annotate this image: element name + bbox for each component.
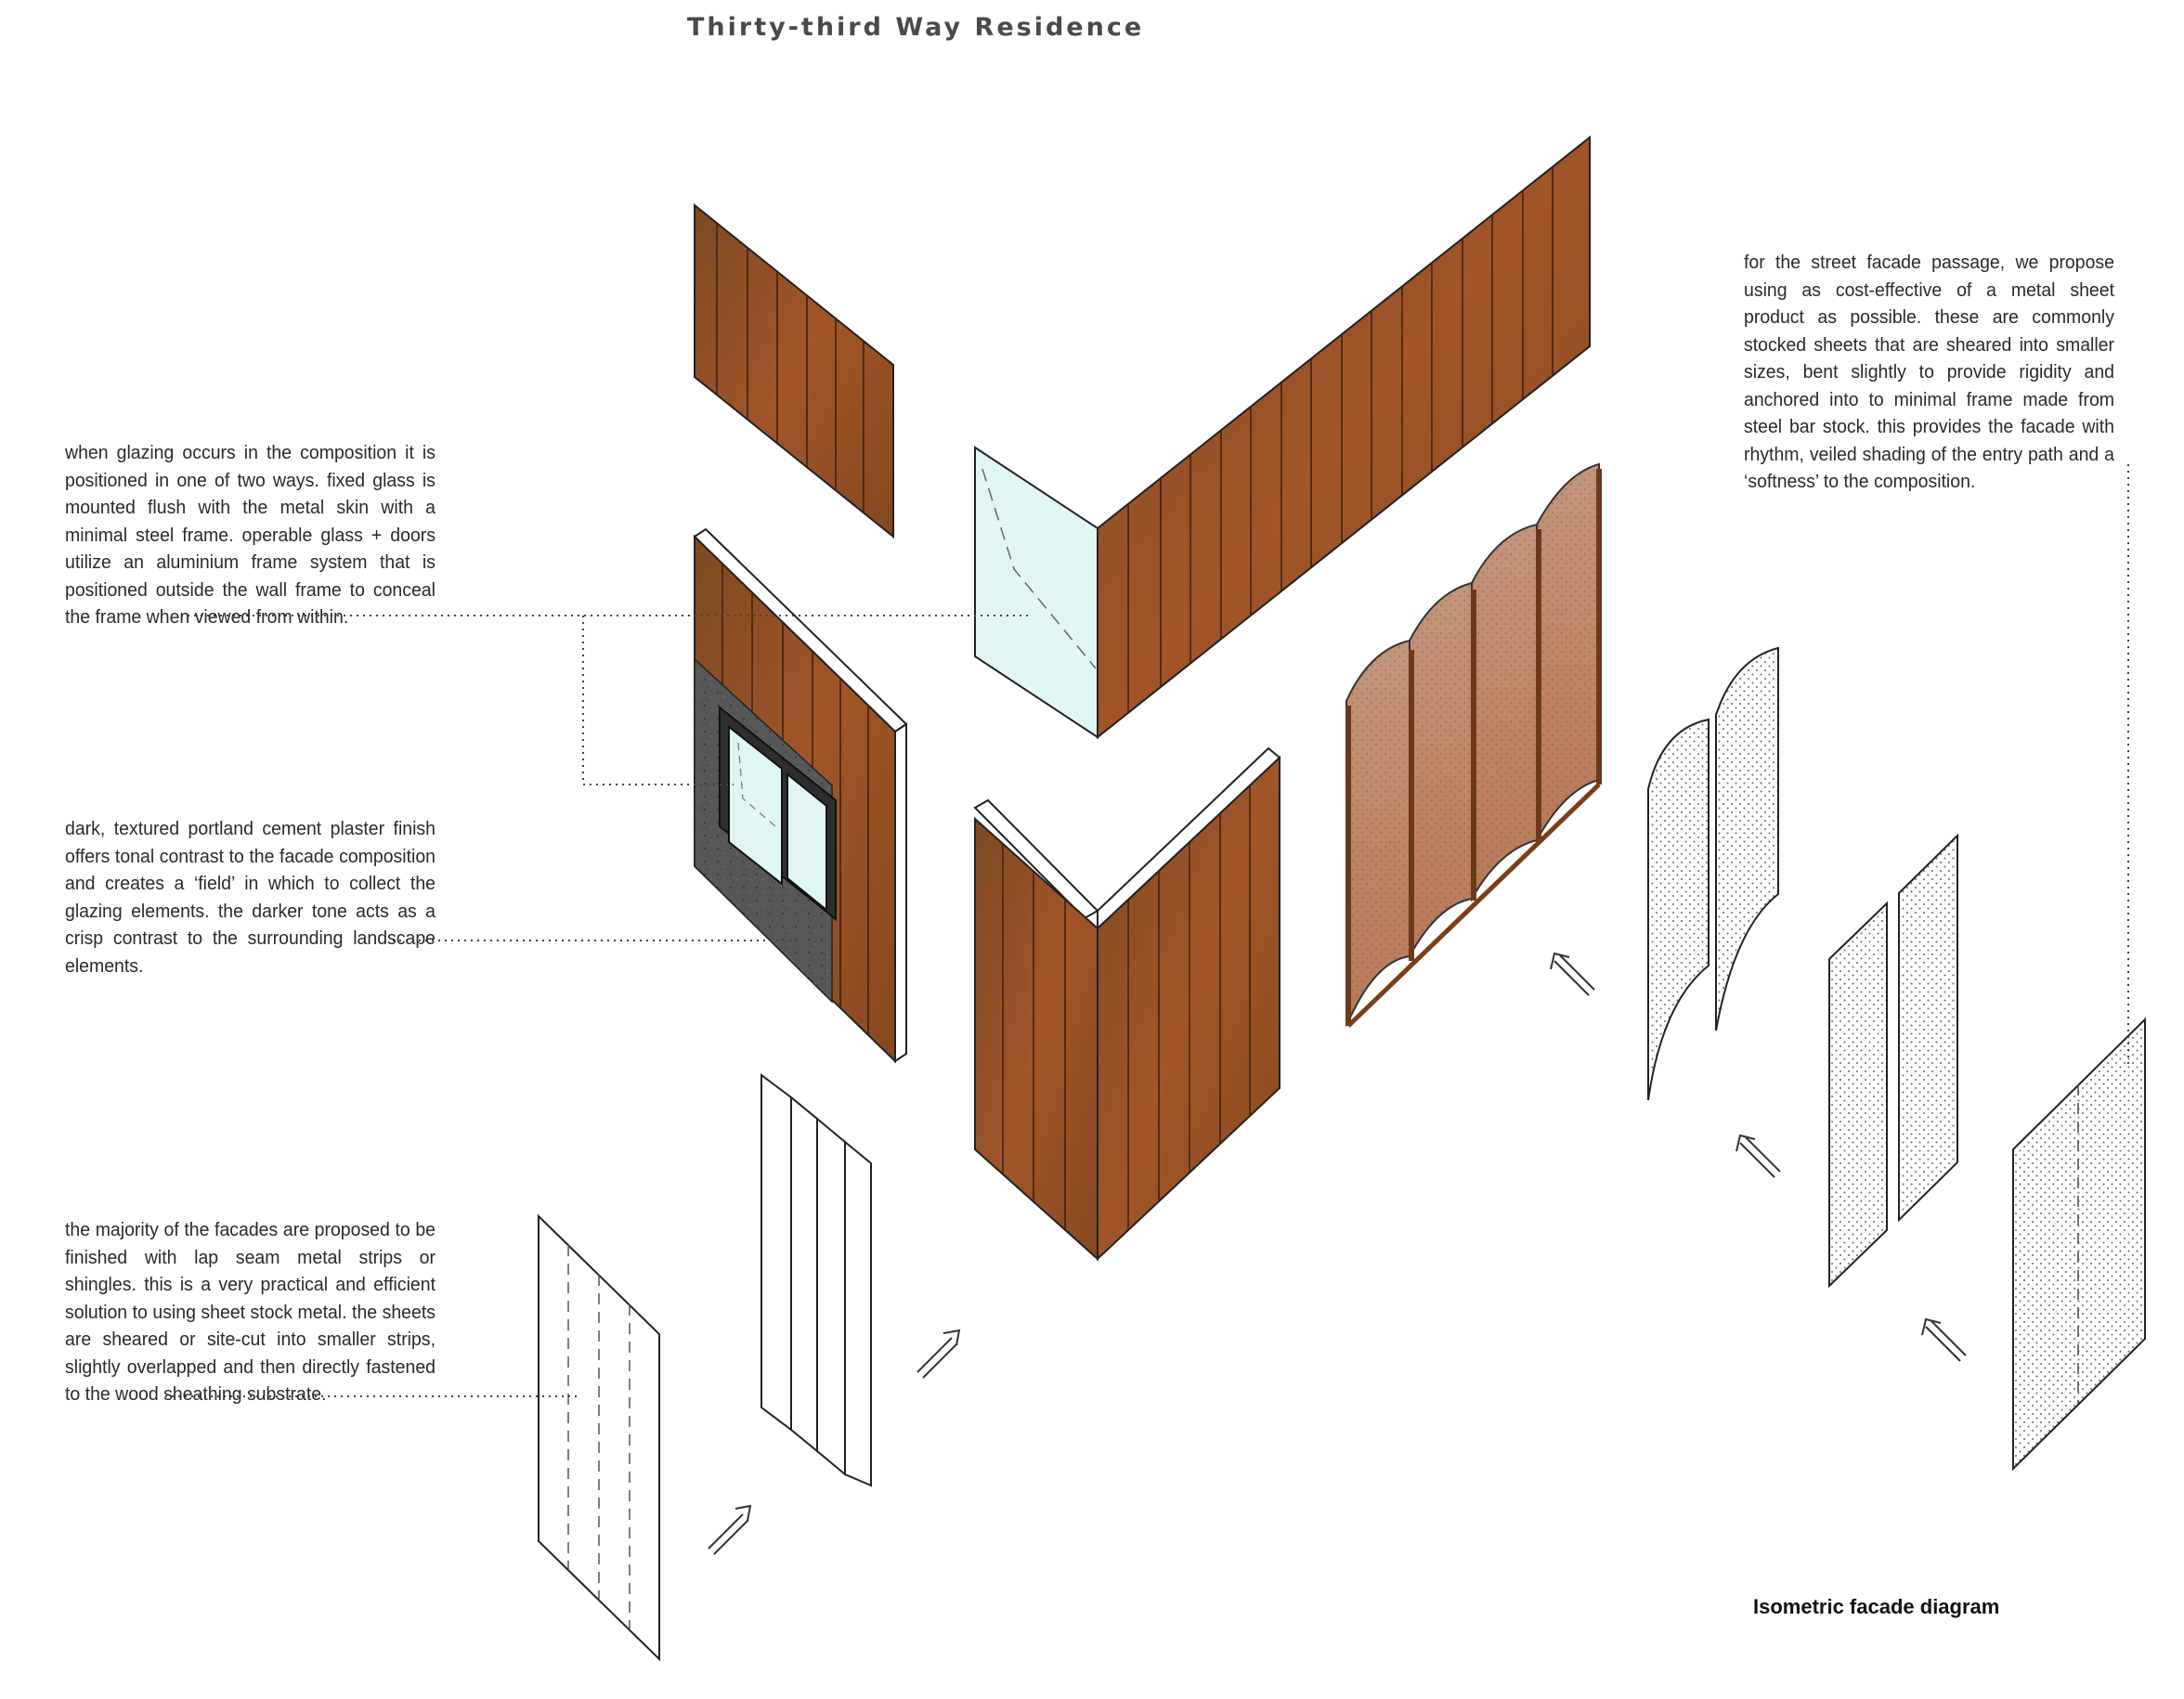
rust-corner-wall [975,748,1280,1259]
street-facade-note: for the street facade passage, we propose using as cost-effective of a metal sheet product as possible. these are commonly stocked sheets that are sheared into smaller sizes, bent slightly to provide rigidity and anchored into to minimal frame made from steel bar stock. this provides the facade with rhythm, veiled shading of the entry path and a ‘softness’ to the composition. [1744,252,2114,492]
plaster-note: dark, textured portland cement plaster finish offers tonal contrast to the facade composition and creates a ‘field’ in which to collect the glazing elements. the darker tone acts as a crisp contrast to the surrounding landscape elements. [65,818,436,977]
arrow-icon [1922,1319,1966,1361]
curved-perforated-sheets [1648,648,1778,1100]
arrow-icon [708,1506,750,1554]
perforated-base-sheet [2013,1019,2145,1469]
perforated-screen-assembly [1346,464,1599,1026]
arrow-icon [1551,953,1594,995]
plaster-wall-with-window [695,529,906,1061]
figure-caption: Isometric facade diagram [1753,1595,2000,1618]
rust-panel-top-left [695,205,893,537]
sheathing-substrate-sheet [539,1216,659,1659]
glazing-note: when glazing occurs in the composition it is positioned in one of two ways. fixed glass is mounted flush with the metal skin with a minimal steel frame. operable glass + doors utilize an aluminium frame system that is positioned outside the wall frame to conceal the frame when viewed from within. [65,442,436,628]
lap-seam-note: the majority of the facades are proposed to be finished with lap seam metal strips or shingles. this is a very practical and efficient solution to using sheet stock metal. the sheets are sheared or site-cut into smaller strips, slightly overlapped and then directly fastened to the wood sheathing substrate. [65,1219,436,1405]
arrow-icon [917,1330,959,1378]
fixed-glass-pane [975,447,1098,737]
page-title: Thirty-third Way Residence [687,13,1145,42]
flat-perforated-sheets [1829,836,1957,1286]
lap-seam-strips [761,1075,871,1485]
arrow-icon [1736,1135,1780,1177]
